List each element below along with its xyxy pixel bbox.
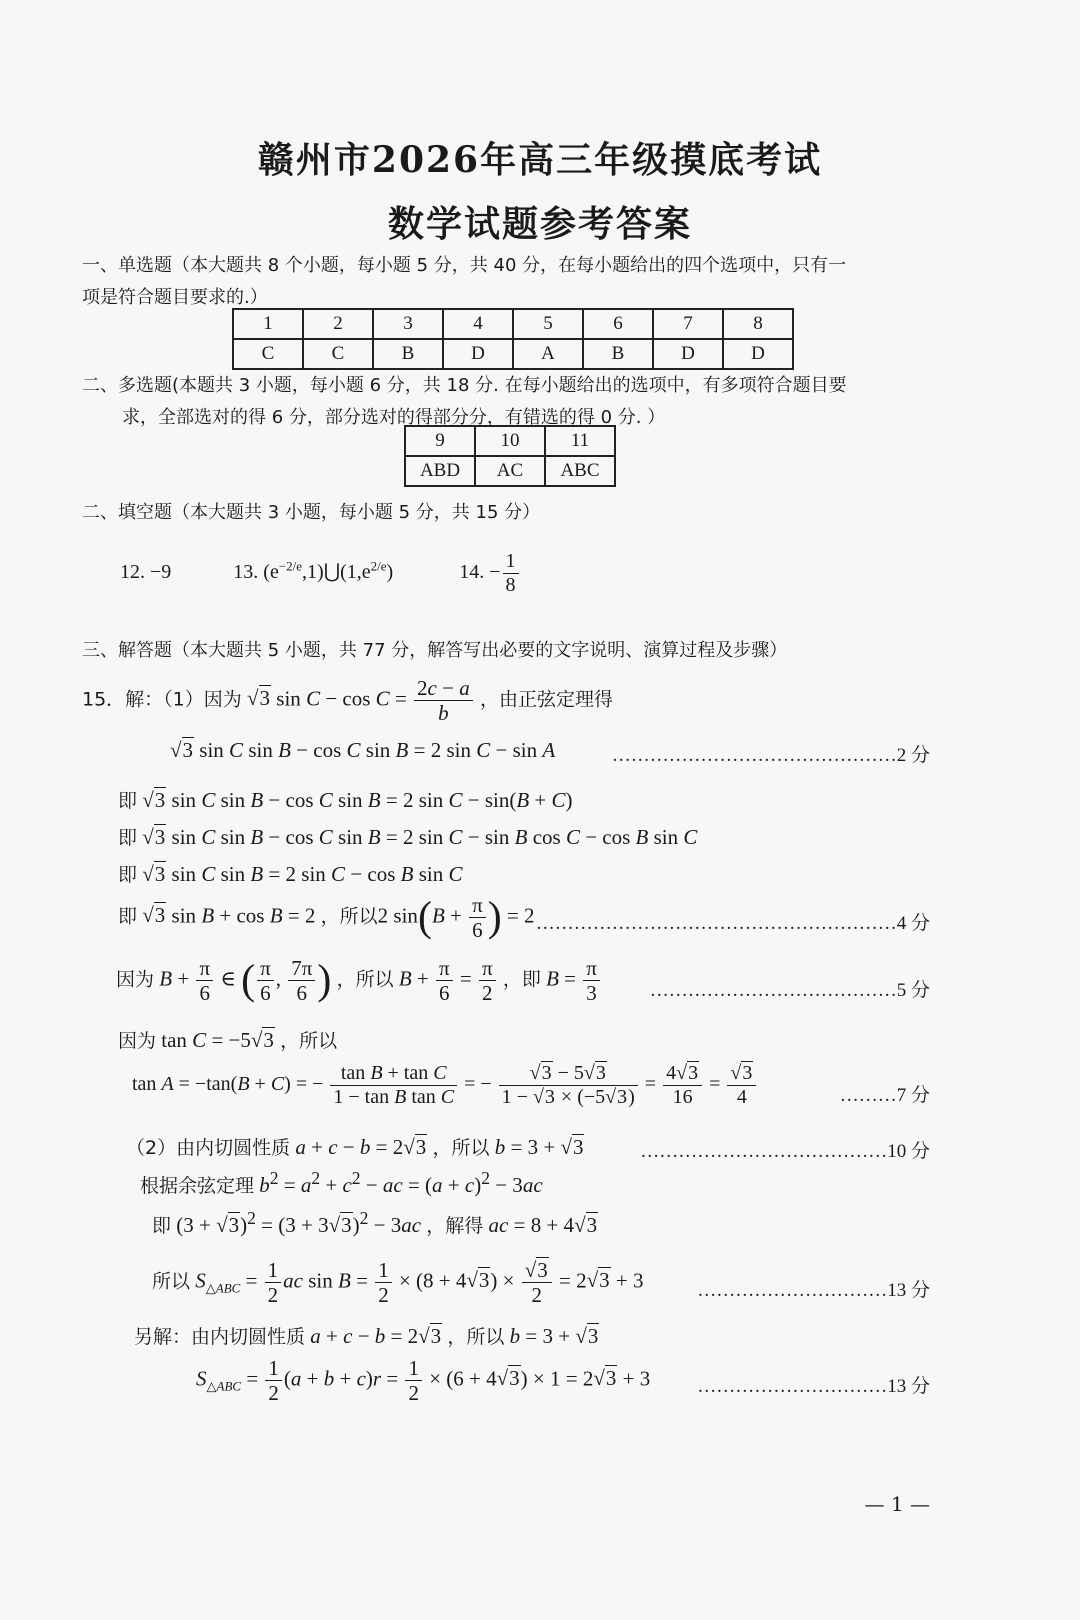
q15-line-1: 15．解：（1）因为 √3 sin C − cos C = $\frac{2c - a}{b}$ ，由正弦定理得 bbox=[82, 676, 613, 726]
score-7: ………7 分 bbox=[839, 1085, 930, 1106]
q15-line-13: 所以 $S_{\triangle ABC}$ = $\frac{1}{2}$ ac sin B = $\frac{1}{2}$ × (8 + 4√3) × $\frac{√3}{2}$ = 2√3 + 3 bbox=[152, 1258, 644, 1308]
table-row: 1 2 3 4 5 6 7 8 bbox=[233, 309, 793, 339]
q15-line-8: 因为 tan C = −5√3 ，所以 bbox=[118, 1028, 338, 1052]
table-row: C C B D A B D D bbox=[233, 339, 793, 369]
q15-line-2: √3 sin C sin B − cos C sin B = 2 sin C − sin A bbox=[170, 738, 556, 762]
score-10: …………………………………10 分 bbox=[640, 1141, 930, 1162]
q15-line-15: $S_{\triangle ABC}$ = $\frac{1}{2}$ (a + b + c)r = $\frac{1}{2}$ × (6 + 4√3) × 1 = 2√3 + 3 bbox=[196, 1356, 651, 1406]
table-row: ABD AC ABC bbox=[405, 456, 615, 486]
section-solution-heading: 三、解答题（本大题共 5 小题，共 77 分，解答写出必要的文字说明、演算过程及步骤） bbox=[82, 640, 788, 661]
q15-line-9: tan A = −tan(B + C) = − $\frac{\text{tan B + tan C}}{\text{1 − tan B tan C}}$ = − $\frac{√3 - 5√3}{1 - √3 \times (-5√3)}$ = $\frac{4√3}{16}$ = $\frac{√3}{4}$ bbox=[132, 1062, 758, 1109]
q15-line-7: 因为 B + $\frac{\pi}{6}$ ∈ ( $\frac{\pi}{6}$ , $\frac{7\pi}{6}$ ) ，所以 B + $\frac{\pi}{6}$ = $\frac{\pi}{2}$ ，即 B = $\frac{\pi}{3}$ bbox=[116, 956, 602, 1005]
q15-line-14: 另解：由内切圆性质 a + c − b = 2√3 ，所以 b = 3 + √3 bbox=[134, 1324, 599, 1348]
score-13b: …………………………13 分 bbox=[697, 1376, 930, 1397]
q15-line-3: 即 √3 sin C sin B − cos C sin B = 2 sin C − sin(B + C) bbox=[118, 788, 573, 812]
score-5: …………………………………5 分 bbox=[649, 980, 930, 1001]
page-number: — 1 — bbox=[864, 1492, 930, 1516]
q15-line-12: 即 $(3 + √3)^2 = (3 + 3√3)^2 - 3ac$ ，解得 ac = 8 + 4√3 bbox=[152, 1208, 598, 1237]
score-13a: …………………………13 分 bbox=[697, 1280, 930, 1301]
table-row: 9 10 11 bbox=[405, 426, 615, 456]
q15-line-10: （2）由内切圆性质 a + c − b = 2√3 ，所以 b = 3 + √3 bbox=[126, 1135, 584, 1159]
q15-line-5: 即 √3 sin C sin B = 2 sin C − cos B sin C bbox=[118, 862, 463, 886]
answer-12: 12. −9 bbox=[120, 561, 172, 584]
score-2: ………………………………………2 分 bbox=[611, 745, 930, 766]
q15-line-6: 即 √3 sin B + cos B = 2 ，所以2 sin(B + $\frac{\pi}{6}$ ) = 2 bbox=[118, 893, 535, 943]
exam-subtitle: 数学试题参考答案 bbox=[387, 203, 692, 245]
section-multi-choice-heading: 二、多选题(本题共 3 小题，每小题 6 分，共 18 分. 在每小题给出的选项中，有多项符合题目要 求，全部选对的得 6 分，部分选对的得部分分，有错选的得 0 分. ） bbox=[82, 375, 847, 428]
section-single-choice-heading: 一、单选题（本大题共 8 个小题，每小题 5 分，共 40 分，在每小题给出的四个选项中，只有一 项是符合题目要求的.） bbox=[82, 255, 847, 308]
score-4: …………………………………………………4 分 bbox=[535, 913, 930, 934]
single-choice-answer-table bbox=[232, 308, 794, 370]
multi-choice-answer-table bbox=[404, 425, 616, 487]
section-fill-blank-heading: 二、填空题（本大题共 3 小题，每小题 5 分，共 15 分） bbox=[82, 502, 541, 523]
q15-line-11: 根据余弦定理 $b^2 = a^2 + c^2$ − ac = $(a + c)^2 - 3ac$ bbox=[140, 1168, 543, 1197]
answer-14: 14. − $\frac{1}{8}$ bbox=[459, 561, 520, 583]
fill-blank-answers bbox=[120, 550, 521, 597]
exam-title: 赣州市2026年高三年级摸底考试 bbox=[257, 139, 823, 181]
q15-line-4: 即 √3 sin C sin B − cos C sin B = 2 sin C − sin B cos C − cos B sin C bbox=[118, 825, 698, 849]
answer-13: 13. $(e^{-2/e},1)⋃(1,e^{2/e})$ bbox=[233, 558, 399, 584]
